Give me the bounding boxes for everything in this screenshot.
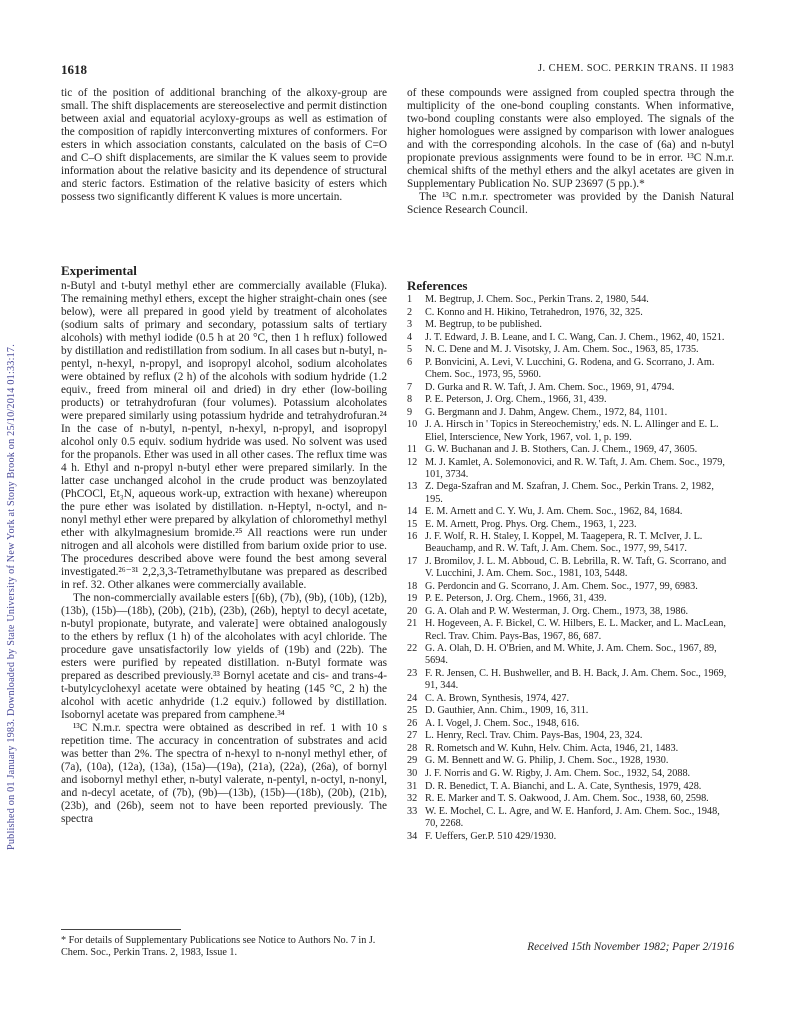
reference-item (407, 806, 734, 830)
reference-number: 8 (407, 394, 413, 406)
page-number: 1618 (61, 62, 87, 77)
download-stamp (6, 130, 20, 850)
reference-item (407, 705, 734, 717)
reference-number: 34 (407, 830, 418, 842)
references-heading: References (407, 278, 468, 293)
reference-number: 23 (407, 667, 418, 679)
reference-number: 9 (407, 406, 413, 418)
reference-number: 7 (407, 381, 413, 393)
reference-text: G. Perdoncin and G. Scorrano, J. Am. Chem. Soc., 1977, 99, 6983. (425, 580, 698, 592)
reference-item (407, 407, 734, 419)
reference-item (407, 394, 734, 406)
reference-text: M. Begtrup, J. Chem. Soc., Perkin Trans. 2, 1980, 544. (425, 294, 649, 305)
reference-item (407, 743, 734, 755)
left-column-top (61, 87, 387, 204)
reference-item (407, 768, 734, 780)
page-header (61, 62, 734, 80)
reference-item (407, 581, 734, 593)
reference-text: P. Bonvicini, A. Levi, V. Lucchini, G. Rodena, and G. Scorrano, J. Am. Chem. Soc., 1973, 95, 5960. (425, 356, 715, 381)
reference-item (407, 294, 734, 306)
reference-number: 2 (407, 306, 413, 318)
reference-text: D. Gauthier, Ann. Chim., 1909, 16, 311. (425, 705, 589, 717)
paragraph: tic of the position of additional branching of the alkoxy-group are small. The shift displacements are stereoselective and permit distinction between axial and equatorial acyloxy-groups as well as estimation of the composition of rapidly interconverting mixtures of conformers. For esters in which association constants, calculated on the basis of C=O and C–O shift displacements, are similar the K values seem to provide information about the relative basicity and its dependence of structural and steric factors. Estimation of the relative basicity of esters which possess two significantly different K values is more uncertain. (61, 87, 387, 203)
right-column-top (407, 87, 734, 217)
reference-item (407, 755, 734, 767)
experimental-heading: Experimental (61, 263, 137, 278)
reference-text: A. I. Vogel, J. Chem. Soc., 1948, 616. (425, 717, 580, 729)
reference-text: M. Begtrup, to be published. (425, 319, 542, 331)
paragraph: The ¹³C n.m.r. spectrometer was provided by the Danish Natural Science Research Council. (407, 191, 734, 216)
footnote-divider (61, 929, 181, 930)
reference-item (407, 606, 734, 618)
reference-item (407, 531, 734, 555)
paragraph: n-Butyl and t-butyl methyl ether are commercially available (Fluka). The remaining methyl ethers, except the higher straight-chain ones (see below), were all prepared in good yield by treatment of alcoholates (sodium salts of primary and secondary, potassium salts of tertiary alcohols) with methyl iodide (0.5 h at 20 °C, then 1 h reflux) followed by distillation and redistillation from sodium. In all cases but n-butyl, n-pentyl, n-hexyl, n-propyl, and isopropyl alcohol, sodium alcoholates were obtained by reflux (2 h) of the alcohols with sodium hydride (1.2 equiv., freed from mineral oil and dried) in dry ether (low-boiling products) or tetrahydrofuran (four volumes). Potassium alcoholates were prepared similarly using potassium hydride and tetrahydrofuran.²⁴ In the case of n-butyl, n-pentyl, n-hexyl, n-propyl, and isopropyl alcohol only 0.5 equiv. sodium hydride was used. No solvent was used for the propanols. Ether was used in all other cases. The reflux time was 4 h. Ethyl and n-propyl n-butyl ether were prepared similarly. In the latter case unchanged alcohol in the crude product was benzoylated (PhCOCl, Et₃N, aqueous work-up, extraction with hexane) whereupon the pure ether was isolated by distillation. n-Heptyl, n-octyl, and n-nonyl methyl ether were prepared by alkylation of chloromethyl methyl ether with alkylmagnesium bromide.²⁵ All reactions were run under nitrogen and all alcohols were distilled from barium oxide prior to use. The procedures described above were found the best among several investigated.²⁶⁻³¹ 2,2,3,3-Tetramethylbutane was prepared as described in ref. 32. Other alkanes were commercially available. (61, 280, 387, 591)
reference-number: 22 (407, 643, 418, 655)
reference-text: Z. Dega-Szafran and M. Szafran, J. Chem. Soc., Perkin Trans. 2, 1982, 195. (425, 481, 714, 505)
reference-text: E. M. Arnett and C. Y. Wu, J. Am. Chem. Soc., 1962, 84, 1684. (425, 506, 683, 518)
reference-number: 16 (407, 531, 418, 543)
reference-number: 18 (407, 580, 418, 592)
reference-text: G. M. Bennett and W. G. Philip, J. Chem. Soc., 1928, 1930. (425, 755, 669, 767)
reference-number: 17 (407, 555, 418, 567)
reference-text: D. Gurka and R. W. Taft, J. Am. Chem. Soc., 1969, 91, 4794. (425, 381, 675, 393)
paragraph: The non-commercially available esters [(6b), (7b), (9b), (10b), (12b), (13b), (15b)—(18b), (20b), (21b), (23b), (26b), heptyl to decyl acetate, n-butyl propionate, butyrate, and valerate] were obtained analogously to the ethers by reflux (1 h) of the alcoholates with acyl chloride. The procedure gave unsatisfactorily low yields of (19b) and (22b). The esters were purified by repeated distillation. n-Butyl formate was prepared as described previously.³³ Bornyl acetate and cis- and trans-4-t-butylcyclohexyl acetate were obtained by heating (145 °C, 2 h) the alcohol with acetic anhydride (1.2 equiv.) followed by distillation. Isobornyl acetate was prepared from camphene.³⁴ (61, 592, 387, 721)
download-stamp-text: Published on 01 January 1983. Downloaded by State University of New York at Stony Brook on 25/10/2014 01:33:17. (6, 344, 17, 850)
reference-text: P. E. Peterson, J. Org. Chem., 1966, 31, 439. (425, 394, 607, 406)
reference-text: P. E. Peterson, J. Org. Chem., 1966, 31, 439. (425, 593, 607, 605)
reference-text: F. Ueffers, Ger.P. 510 429/1930. (425, 830, 557, 842)
reference-item (407, 357, 734, 381)
reference-number: 5 (407, 344, 413, 356)
reference-item (407, 668, 734, 692)
reference-item (407, 781, 734, 793)
reference-item (407, 730, 734, 742)
reference-number: 6 (407, 356, 413, 368)
reference-item (407, 382, 734, 394)
reference-text: G. A. Olah and P. W. Westerman, J. Org. Chem., 1973, 38, 1986. (425, 605, 689, 617)
reference-number: 30 (407, 768, 418, 780)
reference-text: D. R. Benedict, T. A. Bianchi, and L. A. Cate, Synthesis, 1979, 428. (425, 780, 702, 792)
journal-title: J. CHEM. SOC. PERKIN TRANS. II 1983 (538, 63, 734, 74)
reference-item (407, 444, 734, 456)
reference-text: R. Rometsch and W. Kuhn, Helv. Chim. Acta, 1946, 21, 1483. (425, 742, 679, 754)
reference-number: 1 (407, 294, 413, 305)
reference-number: 28 (407, 742, 418, 754)
reference-item (407, 481, 734, 505)
reference-item (407, 556, 734, 580)
reference-text: J. Bromilov, J. L. M. Abboud, C. B. Lebrilla, R. W. Taft, G. Scorrano, and V. Lucchini, J. Am. Chem. Soc., 1981, 103, 5448. (425, 555, 727, 580)
reference-number: 4 (407, 331, 413, 343)
reference-item (407, 618, 734, 642)
received-date: Received 15th November 1982; Paper 2/1916 (527, 941, 734, 953)
reference-number: 29 (407, 755, 418, 767)
reference-text: R. E. Marker and T. S. Oakwood, J. Am. Chem. Soc., 1938, 60, 2598. (425, 793, 709, 805)
reference-text: W. E. Mochel, C. L. Agre, and W. E. Hanford, J. Am. Chem. Soc., 1948, 70, 2268. (425, 805, 720, 829)
reference-item (407, 319, 734, 331)
reference-text: E. M. Arnett, Prog. Phys. Org. Chem., 1963, 1, 223. (425, 518, 637, 530)
reference-number: 24 (407, 692, 418, 704)
reference-item (407, 332, 734, 344)
reference-number: 3 (407, 319, 413, 331)
reference-number: 19 (407, 593, 418, 605)
reference-text: L. Henry, Recl. Trav. Chim. Pays-Bas, 1904, 23, 324. (425, 730, 643, 742)
reference-text: G. Bergmann and J. Dahm, Angew. Chem., 1972, 84, 1101. (425, 406, 668, 418)
reference-text: G. A. Olah, D. H. O'Brien, and M. White, J. Am. Chem. Soc., 1967, 89, 5694. (425, 643, 717, 667)
reference-text: F. R. Jensen, C. H. Bushweller, and B. H. Back, J. Am. Chem. Soc., 1969, 91, 344. (425, 667, 727, 691)
reference-text: C. A. Brown, Synthesis, 1974, 427. (425, 692, 570, 704)
reference-item (407, 793, 734, 805)
reference-item (407, 419, 734, 443)
reference-number: 12 (407, 456, 418, 468)
reference-text: J. F. Norris and G. W. Rigby, J. Am. Chem. Soc., 1932, 54, 2088. (425, 768, 691, 780)
reference-text: G. W. Buchanan and J. B. Stothers, Can. J. Chem., 1969, 47, 3605. (425, 444, 698, 456)
reference-number: 13 (407, 481, 418, 493)
reference-item (407, 831, 734, 843)
paragraph: ¹³C N.m.r. spectra were obtained as described in ref. 1 with 10 s repetition time. The accuracy in concentration of substrates and acid was better than 2%. The spectra of n-hexyl to n-nonyl methyl ether, of (7a), (10a), (12a), (13a), (15a)—(19a), (21a), (22a), (26a), of bornyl and isobornyl methyl ether, n-butyl valerate, n-pentyl, n-octyl, n-nonyl, and n-decyl acetate, of (7b), (9b)—(13b), (15b)—(18b), (20b), (21b), (23b), and (26b), seem not to have been reported previously. The spectra (61, 722, 387, 825)
reference-number: 10 (407, 419, 418, 431)
reference-item (407, 506, 734, 518)
reference-item (407, 519, 734, 531)
footnote: * For details of Supplementary Publications see Notice to Authors No. 7 in J. Chem. Soc., Perkin Trans. 2, 1983, Issue 1. (61, 935, 376, 959)
reference-number: 11 (407, 444, 417, 456)
reference-number: 33 (407, 805, 418, 817)
reference-text: J. T. Edward, J. B. Leane, and I. C. Wang, Can. J. Chem., 1962, 40, 1521. (425, 331, 725, 343)
reference-text: N. C. Dene and M. J. Visotsky, J. Am. Chem. Soc., 1963, 85, 1735. (425, 344, 699, 356)
reference-item (407, 643, 734, 667)
reference-text: C. Konno and H. Hikino, Tetrahedron, 1976, 32, 325. (425, 306, 643, 318)
reference-number: 31 (407, 780, 418, 792)
references-list (407, 294, 734, 843)
reference-item (407, 718, 734, 730)
reference-number: 27 (407, 730, 418, 742)
reference-number: 21 (407, 618, 418, 630)
reference-number: 20 (407, 605, 418, 617)
experimental-section (61, 280, 387, 826)
reference-item (407, 307, 734, 319)
reference-text: J. F. Wolf, R. H. Staley, I. Koppel, M. Taagepera, R. T. McIver, J. L. Beauchamp, and R. W. Taft, J. Am. Chem. Soc., 1977, 99, 5417. (425, 531, 703, 555)
reference-item (407, 457, 734, 481)
paragraph: of these compounds were assigned from coupled spectra through the multiplicity of the one-bond coupling constants. When informative, two-bond coupling constants were also employed. The signals of the higher homologues were assigned by comparison with lower analogues and with the corresponding alcohols. In the case of (6a) and n-butyl propionate previous assignments were found to be in error. ¹³C N.m.r. chemical shifts of the methyl ethers and the alkyl acetates are given in Supplementary Publication No. SUP 23697 (5 pp.).* (407, 87, 734, 190)
reference-number: 15 (407, 518, 418, 530)
reference-item (407, 344, 734, 356)
reference-number: 25 (407, 705, 418, 717)
reference-number: 26 (407, 717, 418, 729)
reference-text: M. J. Kamlet, A. Solemonovici, and R. W. Taft, J. Am. Chem. Soc., 1979, 101, 3734. (425, 456, 725, 480)
reference-text: J. A. Hirsch in ' Topics in Stereochemistry,' eds. N. L. Allinger and E. L. Eliel, Interscience, New York, 1967, vol. 1, p. 199. (425, 419, 719, 443)
reference-number: 14 (407, 506, 418, 518)
reference-item (407, 593, 734, 605)
reference-number: 32 (407, 793, 418, 805)
reference-text: H. Hogeveen, A. F. Bickel, C. W. Hilbers, E. L. Macker, and L. MacLean, Recl. Trav. Chim. Pays-Bas, 1967, 86, 687. (425, 618, 726, 642)
reference-item (407, 693, 734, 705)
